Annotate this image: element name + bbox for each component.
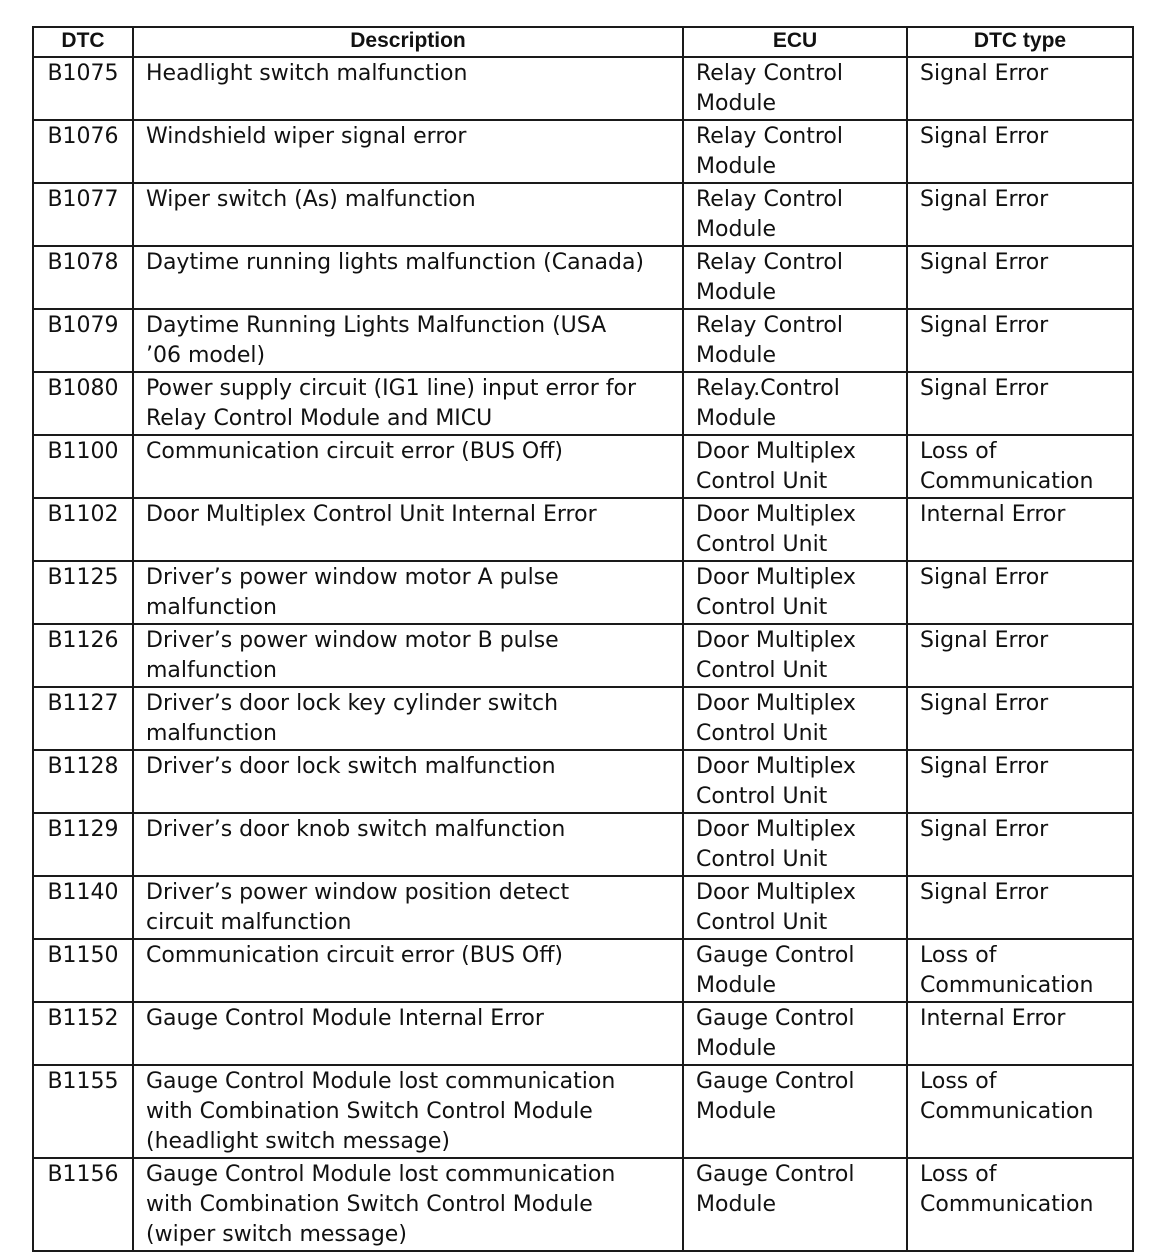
- dtc-type-cell: Signal Error: [907, 561, 1133, 624]
- description-cell: Windshield wiper signal error: [133, 120, 683, 183]
- header-dtc-type: DTC type: [907, 27, 1133, 57]
- dtc-code-cell: B1140: [33, 876, 133, 939]
- dtc-type-cell: Loss of Communication: [907, 435, 1133, 498]
- dtc-type-cell: Signal Error: [907, 309, 1133, 372]
- description-cell: Wiper switch (As) malfunction: [133, 183, 683, 246]
- ecu-cell: Gauge Control Module: [683, 1065, 907, 1158]
- ecu-cell: Relay Control Module: [683, 57, 907, 120]
- dtc-type-cell: Signal Error: [907, 372, 1133, 435]
- dtc-code-cell: B1129: [33, 813, 133, 876]
- dtc-type-cell: Signal Error: [907, 813, 1133, 876]
- dtc-code-cell: B1079: [33, 309, 133, 372]
- table-row: [33, 1065, 1133, 1158]
- dtc-type-cell: Signal Error: [907, 57, 1133, 120]
- table-row: [33, 813, 1133, 876]
- ecu-cell: Relay Control Module: [683, 246, 907, 309]
- description-cell: Gauge Control Module Internal Error: [133, 1002, 683, 1065]
- dtc-type-cell: Signal Error: [907, 687, 1133, 750]
- ecu-cell: Gauge Control Module: [683, 1158, 907, 1251]
- dtc-type-cell: Signal Error: [907, 120, 1133, 183]
- dtc-code-cell: B1150: [33, 939, 133, 1002]
- description-cell: Communication circuit error (BUS Off): [133, 435, 683, 498]
- table-body: [33, 57, 1133, 1251]
- ecu-cell: Relay Control Module: [683, 183, 907, 246]
- table-row: [33, 750, 1133, 813]
- description-cell: Driver’s door knob switch malfunction: [133, 813, 683, 876]
- dtc-code-cell: B1102: [33, 498, 133, 561]
- dtc-code-cell: B1078: [33, 246, 133, 309]
- header-dtc: DTC: [33, 27, 133, 57]
- table-row: [33, 120, 1133, 183]
- ecu-cell: Relay Control Module: [683, 120, 907, 183]
- dtc-type-cell: Internal Error: [907, 1002, 1133, 1065]
- description-cell: Driver’s power window motor A pulse malfunction: [133, 561, 683, 624]
- description-cell: Daytime running lights malfunction (Canada): [133, 246, 683, 309]
- table-row: [33, 246, 1133, 309]
- ecu-cell: Door Multiplex Control Unit: [683, 876, 907, 939]
- description-cell: Power supply circuit (IG1 line) input error for Relay Control Module and MICU: [133, 372, 683, 435]
- table-row: [33, 624, 1133, 687]
- dtc-code-cell: B1128: [33, 750, 133, 813]
- ecu-cell: Gauge Control Module: [683, 939, 907, 1002]
- ecu-cell: Door Multiplex Control Unit: [683, 561, 907, 624]
- dtc-type-cell: Signal Error: [907, 750, 1133, 813]
- description-cell: Driver’s door lock switch malfunction: [133, 750, 683, 813]
- table-row: [33, 939, 1133, 1002]
- description-cell: Door Multiplex Control Unit Internal Error: [133, 498, 683, 561]
- ecu-cell: Door Multiplex Control Unit: [683, 813, 907, 876]
- table-row: [33, 435, 1133, 498]
- ecu-cell: Gauge Control Module: [683, 1002, 907, 1065]
- dtc-code-cell: B1155: [33, 1065, 133, 1158]
- dtc-code-cell: B1080: [33, 372, 133, 435]
- dtc-type-cell: Loss of Communication: [907, 1158, 1133, 1251]
- table-row: [33, 309, 1133, 372]
- description-cell: Daytime Running Lights Malfunction (USA ’06 model): [133, 309, 683, 372]
- ecu-cell: Relay.Control Module: [683, 372, 907, 435]
- dtc-type-cell: Signal Error: [907, 183, 1133, 246]
- dtc-code-cell: B1156: [33, 1158, 133, 1251]
- table-row: [33, 372, 1133, 435]
- description-cell: Headlight switch malfunction: [133, 57, 683, 120]
- dtc-code-cell: B1077: [33, 183, 133, 246]
- description-cell: Driver’s power window motor B pulse malfunction: [133, 624, 683, 687]
- table-row: [33, 687, 1133, 750]
- header-row: [33, 27, 1133, 57]
- dtc-type-cell: Signal Error: [907, 876, 1133, 939]
- ecu-cell: Door Multiplex Control Unit: [683, 687, 907, 750]
- header-ecu: ECU: [683, 27, 907, 57]
- table-header: [33, 27, 1133, 57]
- dtc-code-cell: B1126: [33, 624, 133, 687]
- table-row: [33, 1158, 1133, 1251]
- dtc-type-cell: Internal Error: [907, 498, 1133, 561]
- ecu-cell: Door Multiplex Control Unit: [683, 498, 907, 561]
- description-cell: Driver’s door lock key cylinder switch malfunction: [133, 687, 683, 750]
- ecu-cell: Door Multiplex Control Unit: [683, 750, 907, 813]
- dtc-code-cell: B1076: [33, 120, 133, 183]
- table-row: [33, 183, 1133, 246]
- description-cell: Communication circuit error (BUS Off): [133, 939, 683, 1002]
- ecu-cell: Relay Control Module: [683, 309, 907, 372]
- ecu-cell: Door Multiplex Control Unit: [683, 624, 907, 687]
- dtc-code-cell: B1125: [33, 561, 133, 624]
- dtc-code-cell: B1100: [33, 435, 133, 498]
- dtc-code-cell: B1075: [33, 57, 133, 120]
- table-row: [33, 561, 1133, 624]
- dtc-type-cell: Loss of Communication: [907, 1065, 1133, 1158]
- dtc-code-cell: B1127: [33, 687, 133, 750]
- dtc-table: [32, 26, 1134, 1252]
- description-cell: Driver’s power window position detect circuit malfunction: [133, 876, 683, 939]
- table-row: [33, 57, 1133, 120]
- dtc-code-cell: B1152: [33, 1002, 133, 1065]
- dtc-type-cell: Loss of Communication: [907, 939, 1133, 1002]
- description-cell: Gauge Control Module lost communication with Combination Switch Control Module (wiper switch message): [133, 1158, 683, 1251]
- description-cell: Gauge Control Module lost communication with Combination Switch Control Module (headlight switch message): [133, 1065, 683, 1158]
- table-row: [33, 1002, 1133, 1065]
- dtc-type-cell: Signal Error: [907, 624, 1133, 687]
- ecu-cell: Door Multiplex Control Unit: [683, 435, 907, 498]
- dtc-type-cell: Signal Error: [907, 246, 1133, 309]
- header-description: Description: [133, 27, 683, 57]
- table-row: [33, 876, 1133, 939]
- table-row: [33, 498, 1133, 561]
